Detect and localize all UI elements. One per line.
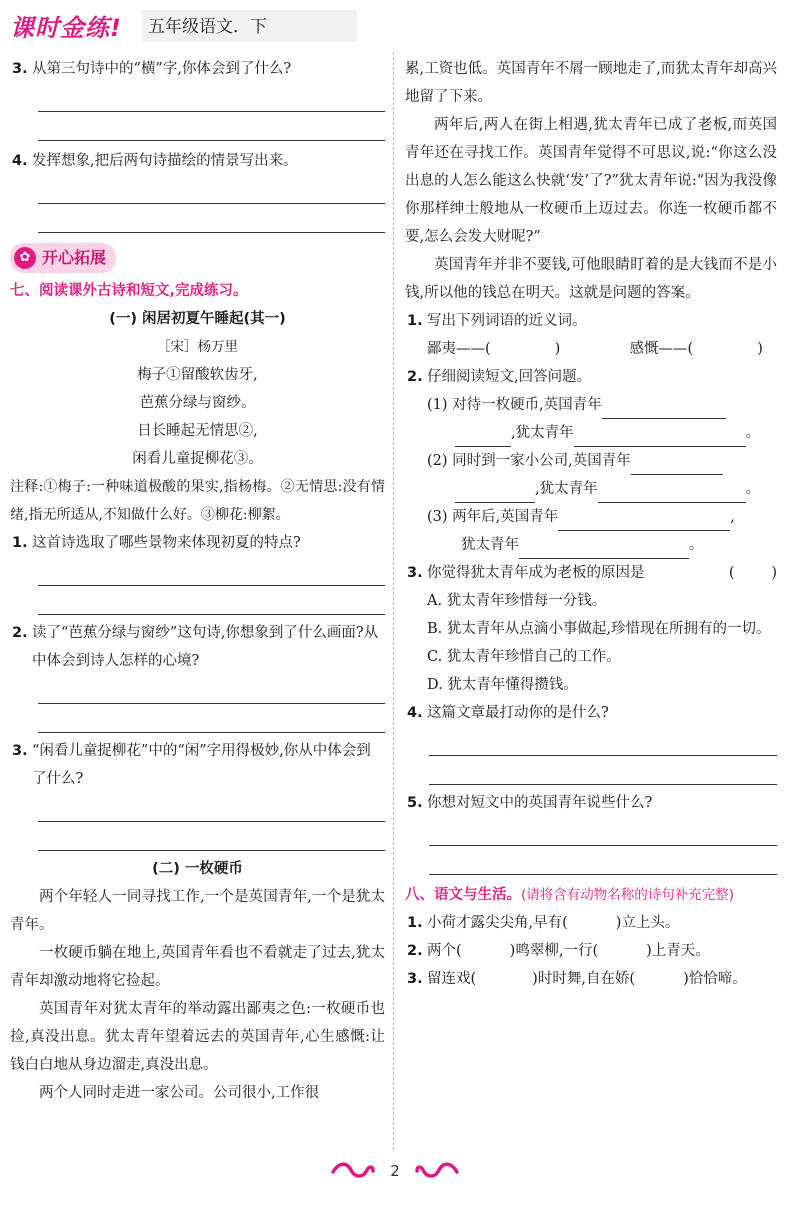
story-question-4	[405, 699, 777, 727]
paren-close: )	[554, 341, 561, 357]
answer-line[interactable]	[429, 727, 777, 756]
sub-question-text: (2) 同时到一家小公司,英国青年	[427, 453, 631, 469]
question-text: “闲看儿童捉柳花”中的“闲”字用得极妙,你从中体会到了什么?	[32, 743, 371, 787]
synonym-word-2: 感慨——(	[629, 341, 694, 357]
story-question-2	[405, 363, 777, 391]
question-number: 5.	[407, 795, 423, 811]
poem-question-2	[10, 619, 385, 675]
question-number: 1.	[407, 313, 423, 329]
answer-line[interactable]	[38, 83, 385, 112]
poem-line: 闲看儿童捉柳花③。	[132, 451, 263, 467]
poem-title: (一) 闲居初夏午睡起(其一)	[109, 311, 286, 327]
answer-blank[interactable]	[455, 426, 511, 447]
option-d[interactable]: D. 犹太青年懂得攒钱。	[427, 677, 578, 693]
sub-question-text: ,犹太青年	[535, 481, 598, 497]
answer-line[interactable]	[38, 822, 385, 851]
story-paragraph: 两年后,两人在街上相遇,犹太青年已成了老板,而英国青年还在寻找工作。英国青年觉得不可思议,说:“你这么没出息的人怎么能这么快就‘发’了?”犹太青年说:“因为我没像你那样绅士般地从一枚硬币上迈过去。你连一枚硬币都不要,怎么会发大财呢?”	[405, 117, 777, 245]
answer-line[interactable]	[429, 846, 777, 875]
story-title: (二) 一枚硬币	[152, 861, 243, 877]
story-paragraph: 两个年轻人一同寻找工作,一个是英国青年,一个是犹太青年。	[10, 889, 385, 933]
answer-blank[interactable]	[598, 482, 746, 503]
question-number: 4.	[407, 705, 423, 721]
story-question-5	[405, 789, 777, 817]
question-text: 这首诗选取了哪些景物来体现初夏的特点?	[32, 535, 301, 551]
answer-line[interactable]	[429, 817, 777, 846]
section-note: (请将含有动物名称的诗句补充完整)	[521, 887, 735, 903]
sub-question-2	[405, 447, 777, 503]
story-paragraph: 累,工资也低。英国青年不屑一顾地走了,而犹太青年却高兴地留了下来。	[405, 61, 777, 105]
flower-icon: ✿	[14, 247, 36, 269]
answer-line[interactable]	[38, 675, 385, 704]
answer-line[interactable]	[38, 557, 385, 586]
answer-line[interactable]	[38, 704, 385, 733]
poem-question-1	[10, 529, 385, 557]
poem-line: 梅子①留酸软齿牙,	[137, 367, 258, 383]
answer-line[interactable]	[38, 112, 385, 141]
sub-question-3	[405, 503, 777, 559]
fill-text: 两个(	[427, 943, 462, 959]
fill-text: )恰恰啼。	[683, 971, 747, 987]
sub-question-text: ,犹太青年	[511, 425, 574, 441]
punct: 。	[745, 481, 761, 497]
question-number: 1.	[407, 915, 423, 931]
badge-label: 开心拓展	[42, 248, 107, 267]
poem-notes: 注释:①梅子:一种味道极酸的果实,指杨梅。②无情思:没有情绪,指无所适从,不知做什么好。③柳花:柳絮。	[10, 479, 385, 523]
poem-question-3	[10, 737, 385, 793]
section-heading: 七、阅读课外古诗和短文,完成练习。	[10, 283, 248, 299]
fill-text: )时时舞,自在娇(	[532, 971, 636, 987]
question-number: 2.	[407, 369, 423, 385]
sub-question-text: 犹太青年	[461, 537, 519, 553]
question-number: 4.	[12, 153, 28, 169]
paren-close: )	[757, 341, 763, 357]
brand-logo: 课时金练!	[10, 14, 122, 42]
question-text: 你想对短文中的英国青年说些什么?	[427, 795, 653, 811]
header-subtitle: 五年级语文．下	[148, 17, 267, 37]
page-header	[0, 0, 790, 48]
question-text: 写出下列词语的近义词。	[427, 313, 587, 329]
synonym-row	[405, 335, 777, 363]
answer-paren[interactable]: ( )	[728, 565, 777, 581]
poem-fill-3	[405, 965, 777, 993]
answer-line[interactable]	[38, 204, 385, 233]
question-text: 读了“芭蕉分绿与窗纱”这句诗,你想象到了什么画面?从中体会到诗人怎样的心境?	[32, 625, 379, 669]
answer-blank[interactable]	[558, 510, 730, 531]
answer-line[interactable]	[38, 793, 385, 822]
question-number: 3.	[407, 971, 423, 987]
swirl-right-icon	[415, 1160, 459, 1182]
poem-fill-1	[405, 909, 777, 937]
question-text: 从第三句诗中的“横”字,你体会到了什么?	[32, 61, 292, 77]
option-c[interactable]: C. 犹太青年珍惜自己的工作。	[427, 649, 621, 665]
poem-line: 日长睡起无情思②,	[137, 423, 258, 439]
section-badge	[10, 243, 116, 273]
answer-line[interactable]	[429, 756, 777, 785]
question-number: 3.	[407, 565, 423, 581]
story-paragraph: 英国青年对犹太青年的举动露出鄙夷之色:一枚硬币也捡,真没出息。犹太青年望着远去的英国青年,心生感慨:让钱白白地从身边溜走,真没出息。	[10, 1001, 385, 1073]
punct: ,	[730, 509, 735, 525]
punct: 。	[745, 425, 761, 441]
fill-text: 留连戏(	[427, 971, 477, 987]
question-number: 2.	[12, 625, 28, 641]
page-footer	[0, 1160, 790, 1196]
poem-fill-2	[405, 937, 777, 965]
story-paragraph: 一枚硬币躺在地上,英国青年看也不看就走了过去,犹太青年却激动地将它捡起。	[10, 945, 385, 989]
page-number: 2	[390, 1162, 400, 1180]
story-question-1	[405, 307, 777, 335]
answer-blank[interactable]	[631, 454, 723, 475]
left-column	[10, 55, 385, 1107]
question-number: 3.	[12, 743, 28, 759]
question-3	[10, 55, 385, 83]
fill-text: 小荷才露尖尖角,早有(	[427, 915, 568, 931]
answer-line[interactable]	[38, 586, 385, 615]
answer-blank[interactable]	[602, 398, 726, 419]
option-b[interactable]: B. 犹太青年从点滴小事做起,珍惜现在所拥有的一切。	[427, 621, 771, 637]
section-heading-8	[405, 881, 777, 909]
fill-text: )上青天。	[646, 943, 710, 959]
synonym-word-1: 鄙夷——(	[427, 341, 491, 357]
story-paragraph: 英国青年并非不要钱,可他眼睛盯着的是大钱而不是小钱,所以他的钱总在明天。这就是问题的答案。	[405, 257, 777, 301]
answer-blank[interactable]	[574, 426, 746, 447]
option-a[interactable]: A. 犹太青年珍惜每一分钱。	[427, 593, 607, 609]
punct: 。	[689, 537, 704, 553]
question-number: 3.	[12, 61, 28, 77]
fill-text: )鸣翠柳,一行(	[509, 943, 599, 959]
question-text: 仔细阅读短文,回答问题。	[427, 369, 592, 385]
poem-line: 芭蕉分绿与窗纱。	[139, 395, 256, 411]
sub-question-text: (3) 两年后,英国青年	[427, 509, 559, 525]
answer-line[interactable]	[38, 175, 385, 204]
story-paragraph: 两个人同时走进一家公司。公司很小,工作很	[39, 1085, 320, 1101]
sub-question-1	[405, 391, 777, 447]
sub-question-text: (1) 对待一枚硬币,英国青年	[427, 397, 602, 413]
answer-blank[interactable]	[519, 538, 689, 559]
column-divider	[393, 52, 395, 1150]
question-4	[10, 147, 385, 175]
question-text: 发挥想象,把后两句诗描绘的情景写出来。	[32, 153, 298, 169]
question-text: 你觉得犹太青年成为老板的原因是	[427, 565, 645, 581]
question-number: 2.	[407, 943, 423, 959]
poem-author: ［宋］杨万里	[157, 339, 238, 355]
question-number: 1.	[12, 535, 28, 551]
swirl-left-icon	[331, 1160, 375, 1182]
right-column	[405, 55, 777, 993]
story-question-3	[405, 559, 777, 587]
section-title: 八、语文与生活。	[405, 887, 521, 903]
fill-text: )立上头。	[615, 915, 680, 931]
answer-blank[interactable]	[455, 482, 535, 503]
question-text: 这篇文章最打动你的是什么?	[427, 705, 609, 721]
